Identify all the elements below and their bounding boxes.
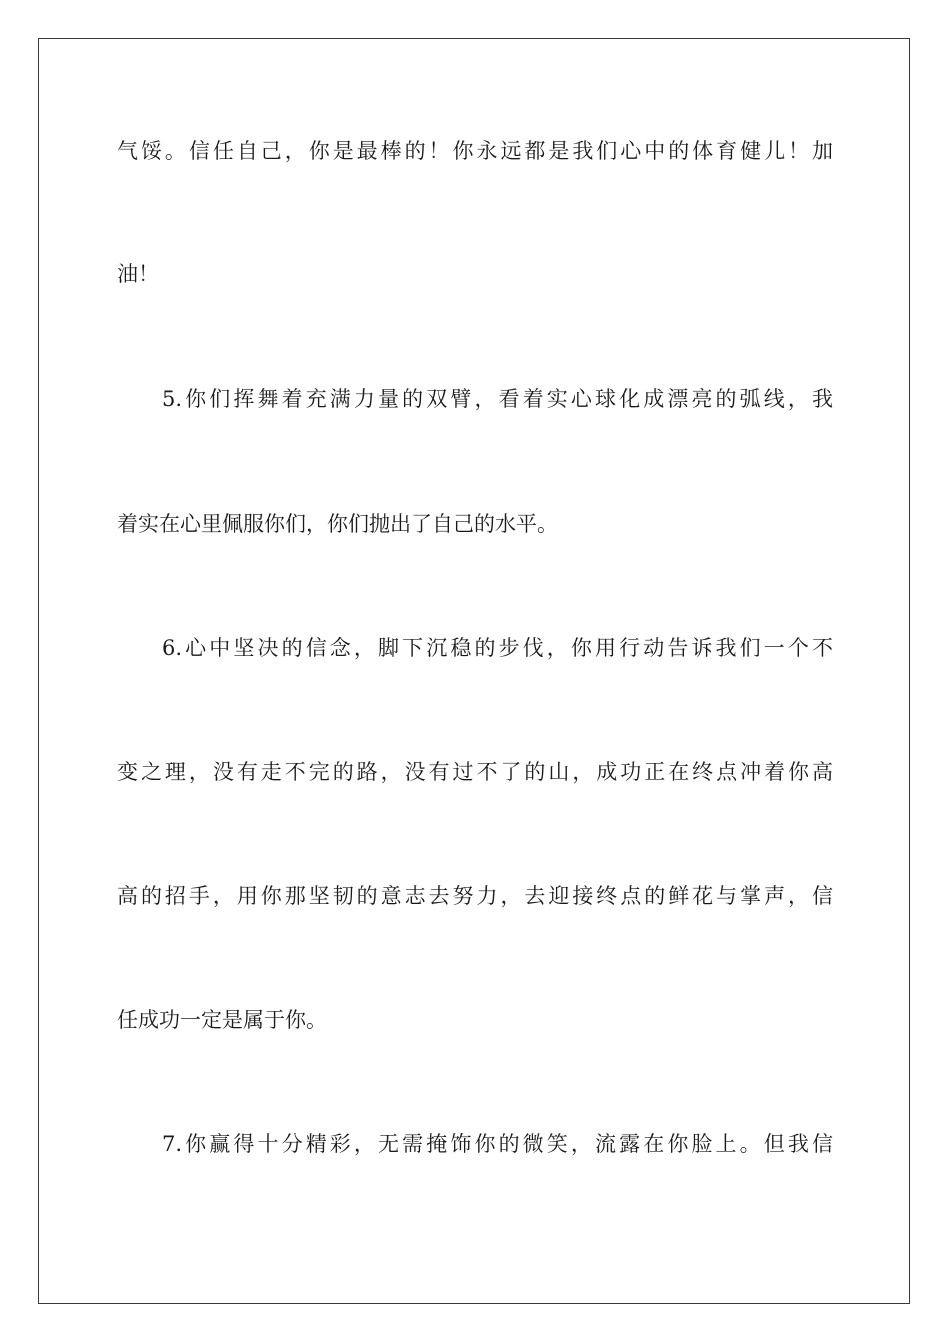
paragraph-line-item-5-start: 5.你们挥舞着充满力量的双臂，看着实心球化成漂亮的弧线，我: [162, 387, 833, 411]
paragraph-line: 变之理，没有走不完的路，没有过不了的山，成功正在终点冲着你高: [117, 760, 833, 784]
paragraph-line: 气馁。信任自己，你是最棒的！你永远都是我们心中的体育健儿！加: [117, 139, 833, 163]
paragraph-line: 高的招手，用你那坚韧的意志去努力，去迎接终点的鲜花与掌声，信: [117, 884, 833, 908]
paragraph-line-item-7-start: 7.你赢得十分精彩，无需掩饰你的微笑，流露在你脸上。但我信: [162, 1132, 833, 1156]
paragraph-line: 任成功一定是属于你。: [117, 1008, 327, 1032]
page-border: [38, 38, 910, 1304]
paragraph-line-item-6-start: 6.心中坚决的信念，脚下沉稳的步伐，你用行动告诉我们一个不: [162, 636, 833, 660]
paragraph-line: 油！: [117, 262, 159, 286]
paragraph-line: 着实在心里佩服你们，你们抛出了自己的水平。: [117, 512, 558, 536]
